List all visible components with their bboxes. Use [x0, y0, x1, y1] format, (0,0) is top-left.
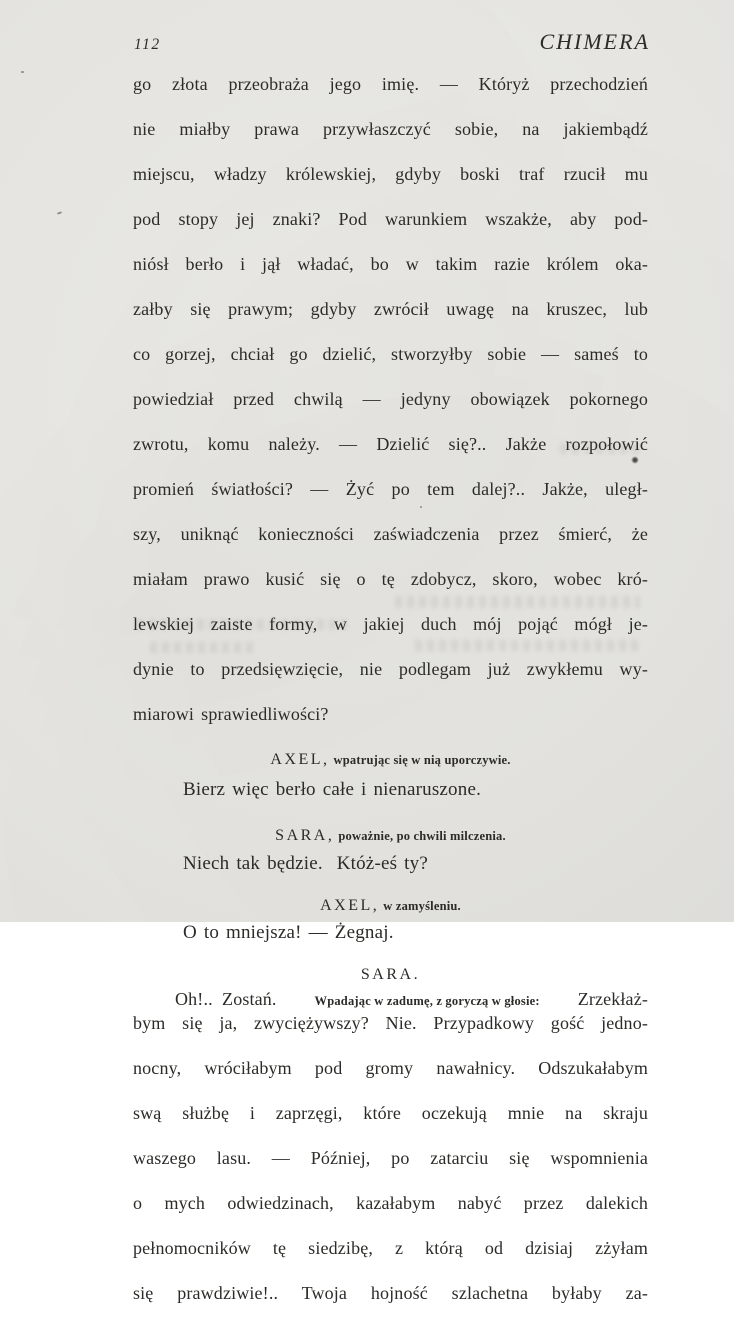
stage-direction: w zamyśleniu. [383, 899, 461, 913]
text-line: promień światłości? — Żyć po tem dalej?.. Jakże, uległ- [133, 478, 648, 523]
text-line: lewskiej zaiste formy, w jakiej duch mój pojąć mógł je- [133, 613, 648, 658]
cue-heading-sara-2 [133, 966, 648, 983]
stage-direction: wpatrując się w nią uporczywie. [334, 753, 511, 767]
paper-speck-artifact [21, 71, 24, 73]
speech2-lines [133, 1012, 648, 1327]
text-line: miałam prawo kusić się o tę zdobycz, skoro, wobec kró- [133, 568, 648, 613]
text-line: nie miałby prawa przywłaszczyć sobie, na jakiembądź [133, 118, 648, 163]
text-line: szy, uniknąć konieczności zaświadczenia przez śmierć, że [133, 523, 648, 568]
dialogue-line: Bierz więc berło całe i nienaruszone. [133, 778, 648, 802]
text-line: go złota przeobraża jego imię. — Któryż przechodzień [133, 73, 648, 118]
text-line: załby się prawym; gdyby zwrócił uwagę na kruszec, lub [133, 298, 648, 343]
speaker-name: AXEL, [320, 897, 379, 914]
cue-heading-sara-1 [133, 827, 648, 845]
cue-heading-axel-1 [133, 751, 648, 769]
speech1-lines [133, 73, 648, 703]
dialogue-line: O to mniejsza! — Żegnaj. [133, 921, 648, 945]
text-line: pełnomocników tę siedzibę, z którą od dzisiaj zżyłam [133, 1237, 648, 1282]
text-line: pod stopy jej znaki? Pod warunkiem wszakże, aby pod- [133, 208, 648, 253]
journal-title: CHIMERA [539, 29, 650, 55]
mixed-first-line [133, 988, 648, 1013]
text-line: dynie to przedsięwzięcie, nie podlegam już zwykłemu wy- [133, 658, 648, 703]
text-line: o mych odwiedzinach, kazałabym nabyć przez dalekich [133, 1192, 648, 1237]
text-line: miarowi sprawiedliwości? [133, 703, 648, 726]
text-line: waszego lasu. — Później, po zatarciu się wspomnienia [133, 1147, 648, 1192]
text-line: niósł berło i jął władać, bo w takim razie królem oka- [133, 253, 648, 298]
text-line: zwrotu, komu należy. — Dzielić się?.. Jakże rozpołowić [133, 433, 648, 478]
text-column [133, 73, 648, 1327]
text-line: co gorzej, chciał go dzielić, stworzyłby sobie — sameś to [133, 343, 648, 388]
text-line: bym się ja, zwyciężywszy? Nie. Przypadkowy gość jedno- [133, 1012, 648, 1057]
speech-paragraph-final [133, 988, 648, 1327]
page-number: 112 [134, 36, 161, 54]
paper-speck-artifact [57, 211, 62, 215]
text-line: nocny, wróciłabym pod gromy nawałnicy. Odszukałabym [133, 1057, 648, 1102]
cue-heading-axel-2 [133, 897, 648, 915]
dialogue-line: Niech tak będzie. Któż-eś ty? [133, 852, 648, 876]
stage-direction: poważnie, po chwili milczenia. [338, 829, 505, 843]
dialogue-first-line-tail: Zrzekłaż- [578, 988, 648, 1011]
text-line: miejscu, władzy królewskiej, gdyby boski traf rzucił mu [133, 163, 648, 208]
text-line: się prawdziwie!.. Twoja hojność szlachetna byłaby za- [133, 1282, 648, 1327]
text-line: powiedział przed chwilą — jedyny obowiązek pokornego [133, 388, 648, 433]
speaker-name: SARA, [275, 827, 334, 844]
text-line: swą służbę i zaprzęgi, które oczekują mnie na skraju [133, 1102, 648, 1147]
speech-paragraph-continued [133, 73, 648, 726]
speaker-name: AXEL, [270, 751, 329, 768]
speaker-name: SARA. [361, 966, 420, 983]
ink-spot-artifact [631, 456, 639, 464]
paper-speck-artifact [420, 506, 422, 508]
dialogue-opening: Oh!.. Zostań. [175, 988, 277, 1011]
inline-stage-direction: Wpadając w zadumę, z goryczą w głosie: [315, 990, 540, 1013]
